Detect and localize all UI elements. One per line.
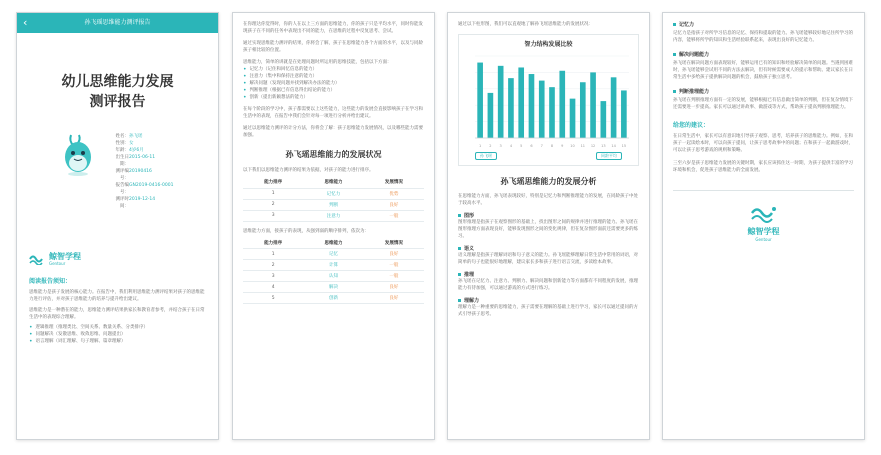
chart-bar: [611, 77, 617, 138]
chart-bar: [570, 99, 576, 138]
info-row: 测评编号： 20190416: [115, 169, 152, 181]
header-title: 孙飞瑶思维能力测评报告: [84, 19, 151, 26]
advice-title: 给您的建议：: [673, 122, 710, 129]
table-row: 1 记忆 良好: [243, 249, 424, 260]
analysis-heading: 理解力: [458, 297, 639, 304]
report-page-cover: [16, 12, 219, 440]
definition-title: 思维能力，简单的讲就是在处理问题时所运用的思维技能，包括以下方面：: [243, 60, 392, 65]
chart-bar: [488, 93, 494, 138]
x-tick-label: 7: [540, 144, 543, 148]
notice-title: 阅读报告须知：: [29, 278, 72, 285]
x-tick-label: 9: [561, 144, 564, 148]
chart-bar: [539, 81, 545, 138]
ability-table: [243, 177, 424, 222]
advice-paragraph: 在日常生活中，家长可以有意识地引导孩子观察、思考，培养孩子的思维能力。例如，在和孩子一起读绘本时，可以向孩子提问，让孩子思考故事中的问题；在和孩子一起做游戏时，可以让孩子思考游戏的规则和策略。: [673, 134, 853, 153]
chart-bar: [498, 66, 504, 138]
definition-item: • 注意力（集中和保持注意的能力）: [243, 73, 424, 80]
x-tick-label: 3: [499, 144, 502, 148]
report-page-advice: [662, 12, 865, 440]
analysis-text: 记忆力是指孩子对所学习信息的记忆、保持和提取的能力。孙飞瑶能够较好地记住所学习的内容，能够将所学的知识和生活经验联系起来，表现出良好的记忆能力。: [673, 31, 853, 43]
logo-text: 鲸智学程: [747, 227, 780, 236]
x-tick-label: 5: [520, 144, 523, 148]
analysis-text: 理解力是一种重要的思维能力，孩子需要在理解的基础上进行学习，家长可以通过提问的方式引导孩子思考。: [458, 305, 638, 317]
bar-chart: [463, 50, 635, 150]
wave-logo-icon: [29, 253, 45, 265]
chart-bar: [508, 78, 514, 138]
report-title-line1: 幼儿思维能力发展: [61, 74, 174, 90]
chart-bar: [529, 74, 535, 138]
x-tick-label: 8: [550, 144, 554, 148]
info-row: 报告编号： GN2019-0416-0001: [115, 183, 174, 195]
body-paragraph: 通过以思维能力测评的计分方法，你将会了解：孩子思维能力发展情况，以及哪些能力需要加强。: [243, 126, 423, 138]
body-paragraph: 通过实现思维能力测评的结果，你将会了解，孩子在思维能力各个方面的水平，以及与同龄孩子相比较的位置。: [243, 41, 423, 53]
notice-paragraph: 思维能力是孩子发展的核心能力。在报告中，我们利用思维能力测评结果对孩子的思维能力进行评估，并对孩子思维能力的培养与提升给出建议。: [29, 290, 205, 302]
table-row: 2 判断 良好: [243, 199, 424, 210]
chart-intro: 通过以下柱形图，我们可以直观地了解孙飞瑶思维能力的发展状况：: [458, 22, 593, 27]
body-paragraph: 在你理达你觉得时，你的人在以上三方面的思维能力，你的孩子只是平均水平，同时你能发现孩子在不同的任务中表现出不同的能力，在思维的过程中反复思考、尝试。: [243, 22, 423, 34]
chart-bar: [601, 101, 607, 138]
info-row: 出生日期： 2015-06-11: [115, 155, 156, 167]
chevron-left-icon[interactable]: ‹: [23, 16, 28, 29]
legend-button[interactable]: 同龄平均: [596, 152, 622, 160]
legend-button[interactable]: 孙飞瑶: [475, 152, 497, 160]
divider: [673, 190, 854, 191]
analysis-heading: 判断推理能力: [673, 88, 854, 95]
x-tick-label: 10: [570, 144, 575, 148]
table-caption: 思维能力方面，接孩子的表现，从强到弱的顺序排列，依次为：: [243, 228, 369, 234]
chart-card: [458, 34, 639, 166]
analysis-text: 孙飞瑶在解决问题方面表现较好，能够运用已有的知识和经验解决简单的问题。当遇到困难时，孙飞瑶能够尝试用不同的方法去解决，但有时候需要成人的提示和帮助。建议家长在日常生活中多给孩子提供解决问题的机会，鼓励孩子独立思考。: [673, 61, 853, 80]
notice-bullet: • 问题解决（发散思维、收敛思维、问题提出）: [29, 331, 206, 338]
section-title: 孙飞瑶思维能力的发展分析: [500, 177, 597, 186]
chart-title: 智力结构发展比较: [524, 41, 573, 48]
info-row: 测评时间： 2019-12-14: [115, 197, 156, 209]
chart-bar: [580, 82, 586, 138]
definition-item: • 判断推理（根据已有信息得出结论的能力）: [243, 87, 424, 94]
x-tick-label: 1: [479, 144, 482, 148]
chart-bar: [518, 67, 524, 138]
notice-paragraph: 思维能力是一种潜在的能力，思维能力测评结果供家长和教育者参考，并结合孩子在日常生活中的表现综合理解。: [29, 308, 205, 320]
x-tick-label: 6: [530, 144, 533, 148]
brand-logo: [673, 205, 854, 243]
analysis-heading: 语义: [458, 245, 639, 252]
table-row: 4 解决 良好: [243, 282, 424, 293]
report-page-status: [232, 12, 435, 440]
definition-item: • 创新（提出新颖想法的能力）: [243, 94, 424, 101]
table-row: 3 注意力 一般: [243, 210, 424, 221]
report-title-line2: 测评报告: [89, 94, 146, 110]
chart-bar: [559, 71, 565, 138]
x-tick-label: 4: [509, 144, 513, 148]
body-paragraph: 在每个阶段的学习中，孩子都需要以上这些能力，这些能力的发展会直接影响孩子在学习和生活中的表现，在报告中我们会针对每一项进行分析并给出建议。: [243, 107, 423, 119]
whale-mascot-icon: [61, 133, 97, 177]
advice-paragraph: 三至六岁是孩子思维能力发展的关键时期，家长应该抓住这一时期，为孩子提供丰富的学习环境和机会，促进孩子思维能力的全面发展。: [673, 161, 853, 173]
analysis-text: 图形推理是指孩子在观察图形的基础上，找出图形之间的规律并进行推理的能力。孙飞瑶在图形推理方面表现良好，能够发现图形之间的变化规律，但在复杂图形面前还需要更多的练习。: [458, 220, 638, 239]
info-row: 性别： 女: [115, 141, 134, 146]
analysis-text: 孙飞瑶在判断推理方面有一定的发展，能够根据已有信息做出简单的判断，但在复杂情境下还需要进一步提高。家长可以通过讲故事、做游戏等方式，帮助孩子提高判断推理能力。: [673, 98, 853, 110]
table-header-row: 能力排序 思维能力 发展情况: [243, 177, 424, 188]
logo-sub: Gentour: [49, 261, 66, 266]
info-row: 姓名： 孙飞瑶: [115, 134, 143, 139]
table-header-row: 能力排序 思维能力 发展情况: [243, 238, 424, 249]
table-row: 1 记忆力 优势: [243, 188, 424, 199]
x-tick-label: 13: [601, 144, 606, 148]
chart-bar: [477, 63, 483, 138]
notice-bullet: • 语言理解（词汇理解、句子理解、篇章理解）: [29, 338, 206, 345]
section-title: 孙飞瑶思维能力的发展状况: [285, 150, 382, 159]
x-tick-label: 12: [590, 144, 596, 148]
analysis-heading: 解决问题能力: [673, 51, 854, 58]
chart-bar: [590, 72, 596, 138]
definition-item: • 解决问题（发现问题并找到解决办法的能力）: [243, 80, 424, 87]
info-row: 年龄： 4岁6月: [115, 148, 144, 153]
logo-text: 鲸智学程: [49, 252, 81, 261]
x-tick-label: 2: [489, 144, 492, 148]
table-row: 3 认知 一般: [243, 271, 424, 282]
analysis-heading: 推理: [458, 271, 639, 278]
notice-bullet: • 逻辑推理（推理类比、空间关系、数量关系、分类排序）: [29, 324, 206, 331]
x-tick-label: 15: [621, 144, 627, 148]
analysis-heading: 记忆力: [673, 21, 854, 28]
header-bar: [17, 13, 218, 33]
table-row: 5 创新 良好: [243, 293, 424, 304]
brand-logo: [17, 252, 218, 266]
analysis-text: 语义理解是指孩子理解词语和句子意义的能力。孙飞瑶能够理解日常生活中常用的词语，对简单的句子也能很好地理解，建议家长多和孩子进行语言交流，多读绘本故事。: [458, 253, 638, 265]
analysis-heading: 图形: [458, 212, 639, 219]
wave-logo-icon: [750, 205, 778, 223]
ability-table: [243, 238, 424, 305]
analysis-text: 孙飞瑶在记忆力、注意力、判断力、解决问题和创新能力等方面都有不同程度的发展，推理能力有待加强，可以通过游戏的方式进行练习。: [458, 279, 638, 291]
table-row: 2 计算 一般: [243, 260, 424, 271]
analysis-intro: 在思维能力方面，孙飞瑶表现较好，特别是记忆力和判断推理能力的发展，在同龄孩子中处于较高水平。: [458, 194, 638, 206]
chart-bar: [549, 87, 555, 138]
logo-sub: Gentour: [755, 237, 772, 242]
x-tick-label: 14: [611, 144, 616, 148]
chart-bar: [621, 90, 627, 138]
definition-item: • 记忆力（记住和回忆信息的能力）: [243, 66, 424, 73]
report-page-analysis: [447, 12, 650, 440]
table-caption: 以下我们以思维能力测评的结果为依据，对孩子的能力进行排序。: [243, 168, 374, 173]
x-tick-label: 11: [580, 144, 586, 148]
